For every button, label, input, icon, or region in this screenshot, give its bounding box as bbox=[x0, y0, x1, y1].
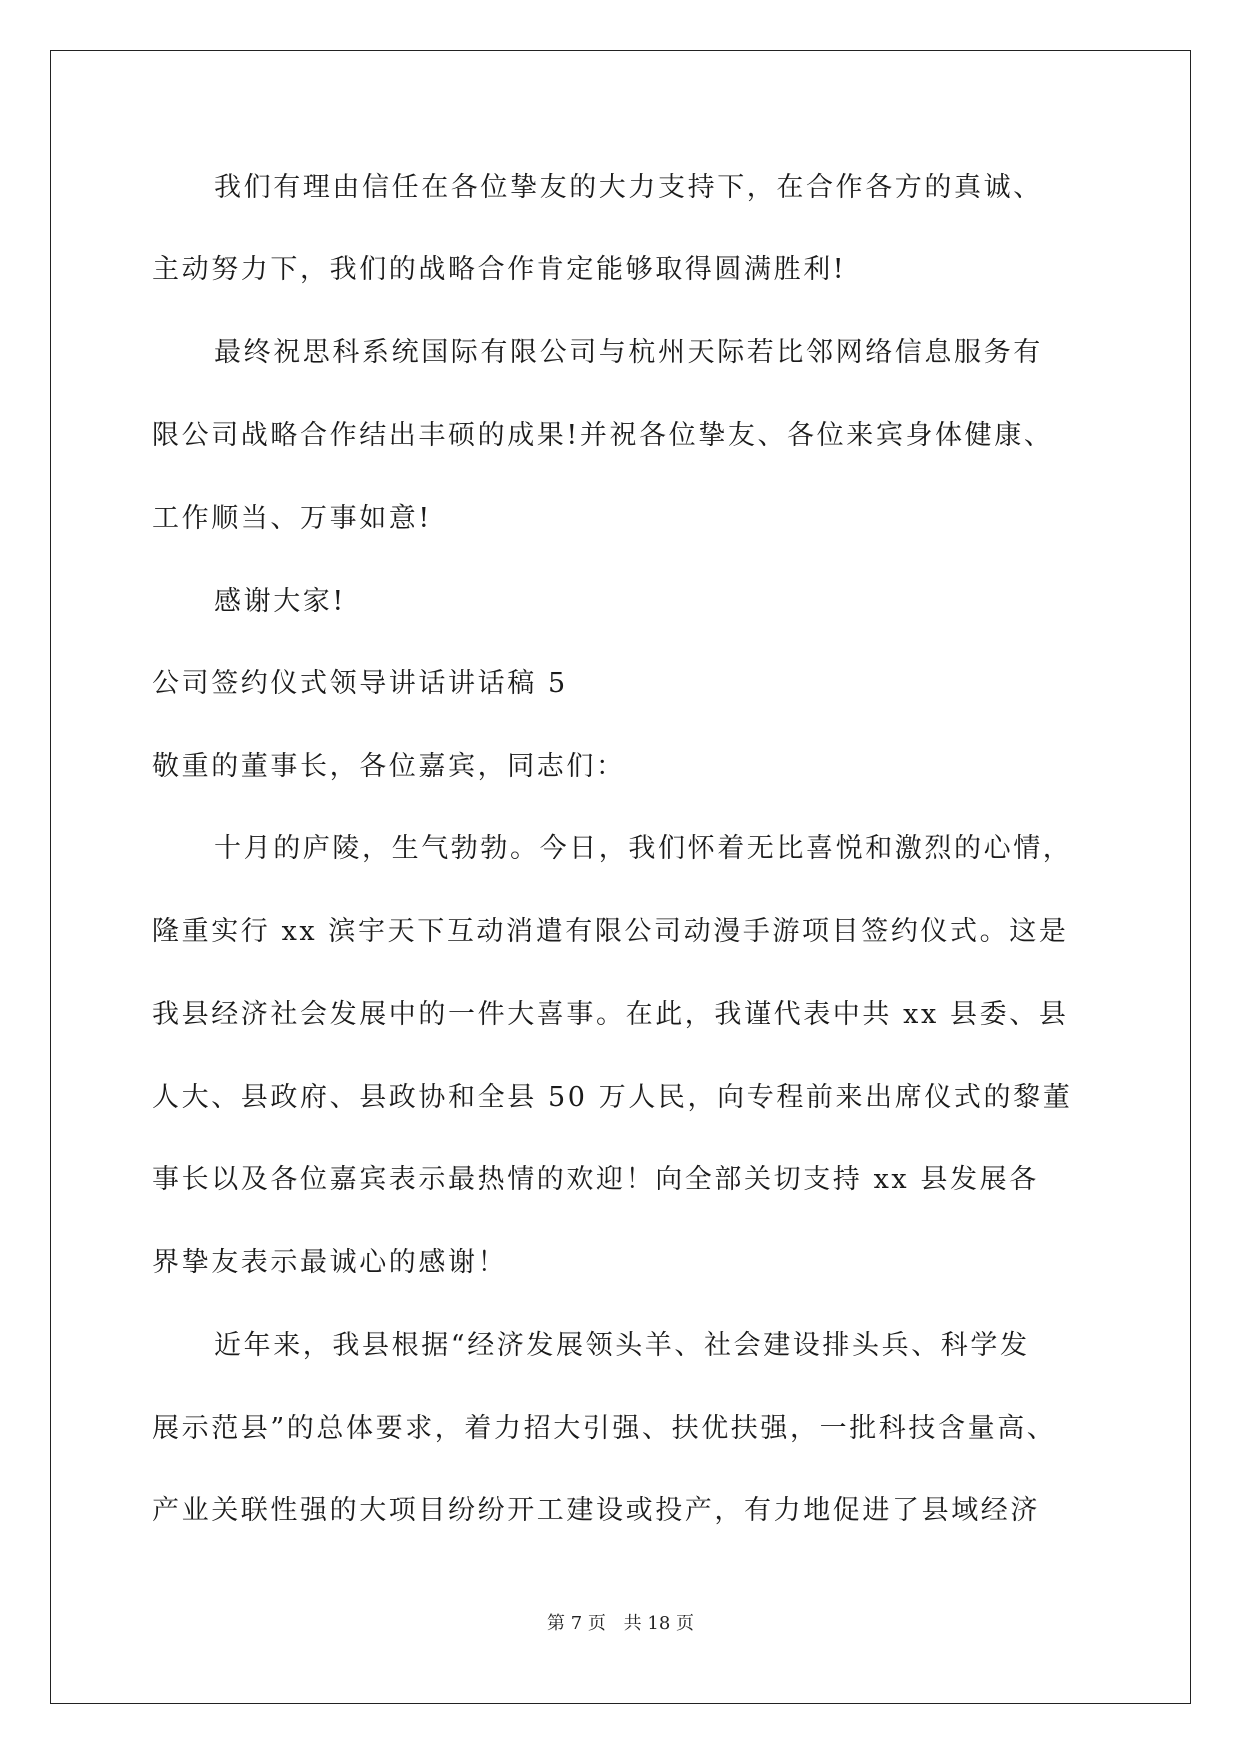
text-line: 界挚友表示最诚心的感谢！ bbox=[152, 1247, 508, 1278]
text-line: 事长以及各位嘉宾表示最热情的欢迎！向全部关切支持 xx 县发展各 bbox=[152, 1164, 1039, 1195]
text-line: 展示范县”的总体要求，着力招大引强、扶优扶强，一批科技含量高、 bbox=[152, 1413, 1057, 1444]
text-line: 隆重实行 xx 滨宇天下互动消遣有限公司动漫手游项目签约仪式。这是 bbox=[152, 916, 1069, 947]
page-border bbox=[50, 50, 1191, 1704]
page-count: 共 18 页 bbox=[623, 1613, 694, 1634]
text-line: 限公司战略合作结出丰硕的成果!并祝各位挚友、各位来宾身体健康、 bbox=[152, 420, 1054, 451]
section-heading: 公司签约仪式领导讲话讲话稿 5 bbox=[152, 668, 568, 699]
text-line: 我县经济社会发展中的一件大喜事。在此，我谨代表中共 xx 县委、县 bbox=[152, 999, 1069, 1030]
text-line: 工作顺当、万事如意! bbox=[152, 503, 432, 534]
text-line: 十月的庐陵，生气勃勃。今日，我们怀着无比喜悦和激烈的心情， bbox=[214, 833, 1073, 864]
page-number: 第 7 页 bbox=[547, 1613, 606, 1634]
page-footer bbox=[0, 1612, 1241, 1636]
text-line: 我们有理由信任在各位挚友的大力支持下，在合作各方的真诚、 bbox=[214, 172, 1043, 203]
text-line: 感谢大家! bbox=[214, 586, 346, 617]
salutation: 敬重的董事长，各位嘉宾，同志们： bbox=[152, 751, 626, 782]
text-line: 近年来，我县根据“经济发展领头羊、社会建设排头兵、科学发 bbox=[214, 1330, 1030, 1361]
text-line: 主动努力下，我们的战略合作肯定能够取得圆满胜利! bbox=[152, 254, 847, 285]
text-line: 产业关联性强的大项目纷纷开工建设或投产，有力地促进了县域经济 bbox=[152, 1495, 1040, 1526]
text-line: 最终祝思科系统国际有限公司与杭州天际若比邻网络信息服务有 bbox=[214, 337, 1043, 368]
text-line: 人大、县政府、县政协和全县 50 万人民，向专程前来出席仪式的黎董 bbox=[152, 1082, 1073, 1113]
